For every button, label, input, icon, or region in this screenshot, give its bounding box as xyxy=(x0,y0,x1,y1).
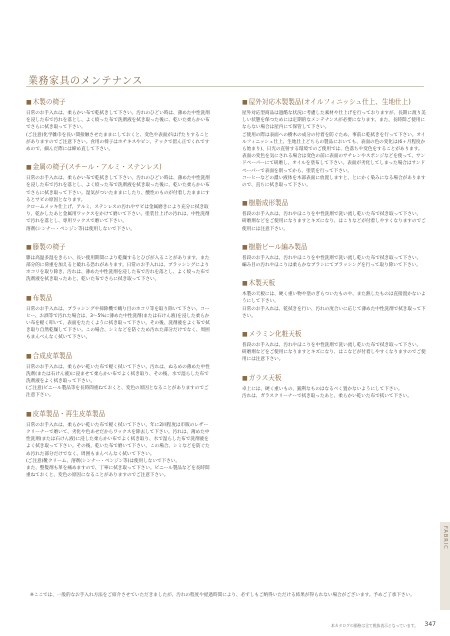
paragraph: 普段のお手入れは、汚れやほこりを中性洗剤で洗い流し乾いた布で拭き取って下さい。 xyxy=(242,343,422,349)
section xyxy=(26,410,211,480)
square-bullet-icon: ■ xyxy=(242,331,248,339)
section-body xyxy=(242,291,427,320)
section-heading xyxy=(26,98,211,107)
paragraph: (ご注意)靴クリーム、溶剤(シンナー・ベンジン等)は使用しないで下さい。 xyxy=(26,458,180,464)
square-bullet-icon: ■ xyxy=(242,99,248,106)
footer-note: 本カタログの価格は全て税抜表示となっています。 xyxy=(330,623,418,628)
section-heading xyxy=(242,374,427,383)
section-heading-text: 木製の椅子 xyxy=(32,98,66,106)
section-heading-text: 布製品 xyxy=(32,293,53,302)
section xyxy=(26,98,211,153)
paragraph: また、整髪剤も革を痛めますので、丁寧に拭き取って下さい。ビニール製品などを長時間重ねておくと、変色の原因になることがありますのでご注意下さい。 xyxy=(26,465,210,479)
square-bullet-icon: ■ xyxy=(26,294,32,302)
section-body xyxy=(26,306,211,342)
section-body xyxy=(26,175,211,233)
section-body xyxy=(242,110,427,189)
paragraph: 日常のお手入れは、柔らかい布で乾拭きして下さい。汚れのひどい時は、薄めた中性洗剤を浸した布で汚れを落とし、よく絞った布で洗剤液を拭き取った後に、乾いた柔らかい布でさらに拭き取って下さい。湿気がついたままにしたり、酸性のものが付着したままにするとサビの原因となります。 xyxy=(26,176,210,203)
section-body xyxy=(242,255,427,269)
square-bullet-icon: ■ xyxy=(242,374,248,382)
section-body xyxy=(26,364,211,400)
section-heading-text: メラミン化粧天板 xyxy=(248,330,302,339)
section-body xyxy=(242,386,427,400)
paragraph: クロームメッキ仕上げ、アルミ、ステンレスの汚れやサビは金属磨きにより充分に拭き取り、乾かしたあと金属用ワックスをかけて磨いて下さい。塗装仕上げの汚れは、中性洗剤で汚れを落とし、専用ワックスで磨いて下さい。 xyxy=(26,205,210,225)
square-bullet-icon: ■ xyxy=(26,164,32,172)
section-heading xyxy=(26,163,211,172)
side-label: FABRIC xyxy=(442,526,448,550)
section xyxy=(26,163,211,233)
paragraph: 日常のお手入れは、柔らかい乾いた布で軽く拭いて下さい。汚れは、ぬるめの薄めた中性洗剤(または石けん液)に浸ませて柔らかい布でよく拭き取り、その後、水で湿らした布で洗剤液をよく拭き取って下さい。 xyxy=(26,364,210,385)
section xyxy=(242,330,427,364)
page-number: 347 xyxy=(424,621,436,628)
section-body xyxy=(26,422,211,480)
page-title: 業務家具のメンテナンス xyxy=(28,76,143,87)
section-heading-text: 木製天板 xyxy=(248,279,276,288)
section xyxy=(26,294,211,342)
section xyxy=(242,199,427,233)
section xyxy=(26,243,211,284)
section-heading-text: 籐製の椅子 xyxy=(32,242,66,251)
paragraph: 日常のお手入れは、柔らかい布で乾拭きして下さい。汚れのひどい時は、薄めた中性洗剤を浸した布で汚れを落とし、よく絞った布で洗剤液を拭き取った後に、乾いた柔らかい布でさらに拭き取って下さい。 xyxy=(26,111,210,131)
section xyxy=(242,279,427,320)
paragraph: 溶剤(シンナー・ベンジン等)は使用しないで下さい。 xyxy=(26,226,135,232)
paragraph: コーヒーなどの濃い液体を木部表面に放置しますと、とにかく染みになる場合がありますので、直ちに拭き取って下さい。 xyxy=(242,175,426,189)
section-heading xyxy=(242,330,427,339)
section-body xyxy=(242,211,427,233)
section-heading-text: 樹脂成形製品 xyxy=(248,199,289,208)
paragraph: 木製の天板には、硬く重い物や塗のぎらついたものや、また熱したものは直接置かないようにして下さい。 xyxy=(242,292,426,305)
section xyxy=(26,352,211,400)
paragraph: (ご注意)ビニール製品等を長時間重ねておくと、変色の原因となることがありますのでご注意下さい。 xyxy=(26,386,209,399)
paragraph: 汚れは、ガラスクリーナーで拭き取ったあと、柔らかい乾いた布で拭いて下さい。 xyxy=(242,393,412,399)
paragraph: 日常のお手入れは、乾拭きを行い、汚れの度合いに応じて薄めた中性洗剤で拭き取って下さい。 xyxy=(242,306,426,319)
square-bullet-icon: ■ xyxy=(26,243,32,251)
paragraph: 屋外対応型商品は過酷な状況に考慮した素材や仕上げを行っておりますが、長期に渡り美しい状態を保つためには定期的なメンテナンスが必要になります。また、長時間ご使用にならない場合は屋内にて保管して下さい。 xyxy=(242,111,426,131)
section-heading xyxy=(26,243,211,252)
paragraph: ご使用の際は表面への樹木の成分の付着を防ぐため、事前に乾拭きを行って下さい。オイルフィニッシュ仕上、生地仕上どちらの製品においても、表面の色の変化は(6ヶ月程度から始まり)、日光の直射する環境でのご使用では、色落ちや変色をすることがあります。表面の変色を気にされる場合は変色の前に表面のサチレンやスポンジなどを使って、サンドペーパーにて研磨し、オイルを塗布して下さい。表面が劣化してしまった場合はサンドペーパーで表面を削ってから、塗装を行って下さい。 xyxy=(242,132,426,174)
paragraph: (ご注意)化学雑巾を長い間接触させたままにしておくと、変色や表面がはげたりすることがありますのでご注意下さい。食用の椅子はホチキスやピン、テックで留ん正でくれですめので、細んだ際には締め直して下さい。 xyxy=(26,132,210,153)
section-heading xyxy=(242,279,427,288)
section-body xyxy=(242,342,427,364)
section-heading xyxy=(242,243,427,252)
right-column xyxy=(242,98,427,410)
paragraph: 研磨剤などをご使用になりますとキズになり、はこなどが付着しやすくなりますのでご使用には注意下さい。 xyxy=(242,350,426,363)
square-bullet-icon: ■ xyxy=(242,243,248,251)
paragraph: 籐は高温多湿をきらい、長い使用期間により乾燥するとひびが入ることがあります。また部分的に荷重を加えると破れる恐れがあります。日常のお手入れは、ブラッシングによりホコリを取り除き、汚れは、薄めた中性洗剤を浸した布で汚れを落とし、よく絞った布で洗剤液を拭き取ったあと、乾いた布でさらに拭き取って下さい。 xyxy=(26,255,210,283)
square-bullet-icon: ■ xyxy=(26,410,32,418)
square-bullet-icon: ■ xyxy=(26,99,32,106)
section-heading-text: 合成皮革製品 xyxy=(32,351,73,360)
section-heading xyxy=(26,294,211,303)
square-bullet-icon: ■ xyxy=(242,200,248,208)
paragraph: 普段のお手入れは、汚れやほこりを中性洗剤で洗い流し乾いた布で拭き取って下さい。 xyxy=(242,255,422,261)
paragraph: 編み目の汚れやほこりは柔らかなブラシにてブラッシングを行って取り除いて下さい。 xyxy=(242,263,421,269)
paragraph: 日常のお手入れは、ブラッシングや掃除機で織り目のホコリ等を取り除いて下さい。コーヒー、お酒等で汚れた場合は、3〜5%に薄めた中性洗剤(または石けん液)を浸した柔らかい布を軽く叩いて、表面をたたくように拭き取って下さい。その後、洗剤液をよく布で拭き取り自然乾燥して下さい。この場合、シミなどを防ぐため汚れた部分だけでなく、周囲もまんべんなく拭いて下さい。 xyxy=(26,306,210,341)
title-divider xyxy=(26,86,424,87)
section-heading xyxy=(242,199,427,208)
section-heading-text: 樹脂ビール編み製品 xyxy=(248,242,308,251)
section-heading-text: ガラス天板 xyxy=(248,373,282,382)
section-body xyxy=(26,110,211,153)
section-heading-text: 皮革製品・再生皮革製品 xyxy=(32,409,106,418)
left-column xyxy=(26,98,211,489)
paragraph: 研磨剤などをご使用になりますとキズになり、はこりなどが付着しやすくなりますのでご使用には注意下さい。 xyxy=(242,219,426,232)
section-heading xyxy=(26,410,211,419)
footnote: ※ここでは、一般的なお手入れ方法をご紹介させていただきましたが、汚れの程度や経過時間により、必ずしもご納得いただける結果が得られない場合がございます。予めご了承下さい。 xyxy=(30,593,415,598)
section xyxy=(242,374,427,400)
paragraph: 卓上には、硬く重いもの、鋭利なものはなるべく置かないようにして下さい。 xyxy=(242,386,403,392)
section-heading-text: 金属の椅子(スチール・アルミ・ステンレス) xyxy=(32,163,162,172)
section xyxy=(242,243,427,269)
section-heading xyxy=(242,98,427,107)
section xyxy=(242,98,427,189)
section-body xyxy=(26,255,211,284)
section-heading-text: 屋外対応木製製品(オイルフィニッシュ仕上、生地仕上) xyxy=(248,98,411,106)
paragraph: 普段のお手入れは、汚れやほこりを中性洗剤で洗い流し乾いた布で拭き取って下さい。 xyxy=(242,212,422,218)
square-bullet-icon: ■ xyxy=(26,352,32,360)
paragraph: 日常のお手入れは、柔らかい乾いた布で軽く拭いて下さい。年に2回程度は市販のレザークリーナーで磨いて、劣化や色あせだからワックスを除去して下さい。汚れは、薄めた中性洗剤(または石けん液)に浸した柔らかい布でよく拭き取り、水で湿らした布で洗剤液をよく拭き取って下さい。その後、乾いた布で磨いて下さい。この場合、シミなどを防ぐため汚れた部分だけでなく、周囲もまんべんなく拭いて下さい。 xyxy=(26,422,210,457)
square-bullet-icon: ■ xyxy=(242,280,248,288)
section-heading xyxy=(26,352,211,361)
